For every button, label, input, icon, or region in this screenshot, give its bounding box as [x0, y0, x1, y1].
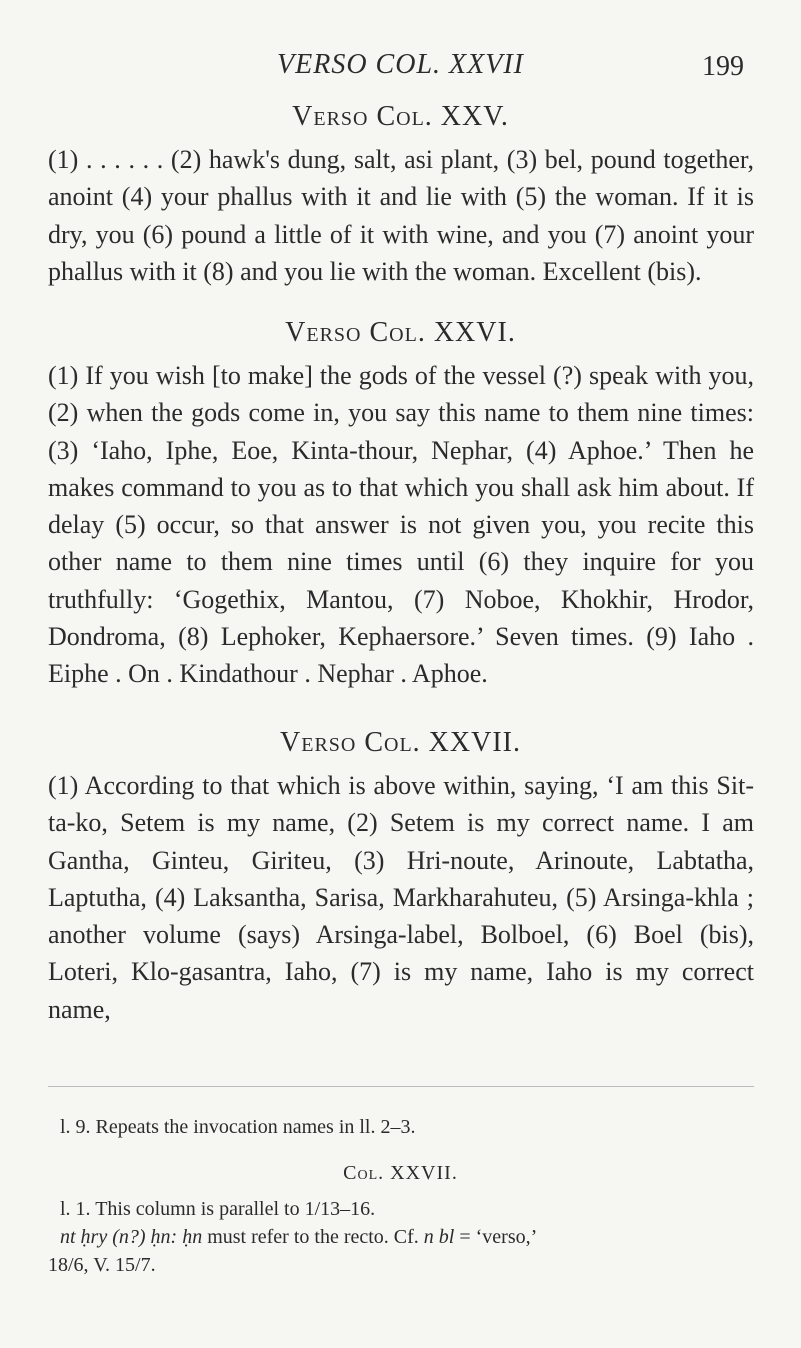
footnote-col-xxvi: l. 9. Repeats the invocation names in ll. 2–3.	[60, 1116, 416, 1138]
footnote-gloss: = ‘verso,’	[454, 1226, 538, 1248]
section-text-col-xxvii: (1) According to that which is above within, saying, ‘I am this Sit-ta-ko, Setem is my name, (2) Setem is my correct name. I am Gantha, Ginteu, Giriteu, (3) Hri-noute, Arinoute, Labtatha, Laptutha, (4) Laksantha, Sarisa, Markharahuteu, (5) Arsinga-khla ; another volume (says) Arsinga-label, Bolboel, (6) Boel (bis), Loteri, Klo-gasantra, Iaho, (7) is my name, Iaho is my correct name,	[48, 771, 754, 1024]
footnote-text: must refer to the recto. Cf.	[202, 1226, 424, 1248]
section-heading-col-xxvi: Verso Col. XXVI.	[285, 317, 516, 348]
section-heading-col-xxvii: Verso Col. XXVII.	[280, 727, 521, 758]
running-head	[0, 48, 801, 82]
running-head-title: VERSO COL. XXVII	[277, 49, 524, 80]
section-text-col-xxv: (1) . . . . . . (2) hawk's dung, salt, asi plant, (3) bel, pound together, anoint (4) your phallus with it and lie with (5) the woman. If it is dry, you (6) pound a little of it with wine, and you (7) anoint your phallus with it (8) and you lie with the woman. Excellent (bis).	[48, 145, 754, 286]
page-number: 199	[702, 51, 744, 82]
footnote-transliteration: nt ḥry (n?) ḥn: ḥn	[60, 1226, 203, 1248]
section-text-col-xxvi: (1) If you wish [to make] the gods of the vessel (?) speak with you, (2) when the gods come in, you say this name to them nine times: (3) ‘Iaho, Iphe, Eoe, Kinta-thour, Nephar, (4) Aphoe.’ Then he makes command to you as to that which you shall ask him about. If delay (5) occur, so that answer is not given you, you recite this other name to them nine times until (6) they inquire for you truthfully: ‘Gogethix, Mantou, (7) Noboe, Khokhir, Hrodor, Dondroma, (8) Lephoker, Kephaersore.’ Seven times. (9) Iaho . Eiphe . On . Kindathour . Nephar . Aphoe.	[48, 361, 754, 689]
footnote-line-1: l. 1. This column is parallel to 1/13–16.	[60, 1198, 376, 1220]
section-heading-col-xxv: Verso Col. XXV.	[292, 101, 509, 132]
footnote-line-3: 18/6, V. 15/7.	[48, 1254, 156, 1276]
footnote-line-2	[60, 1224, 766, 1251]
footnote-term: n bl	[423, 1226, 455, 1248]
footnotes-heading-col-xxvii: Col. XXVII.	[343, 1162, 458, 1184]
footnote-divider	[48, 1086, 754, 1087]
